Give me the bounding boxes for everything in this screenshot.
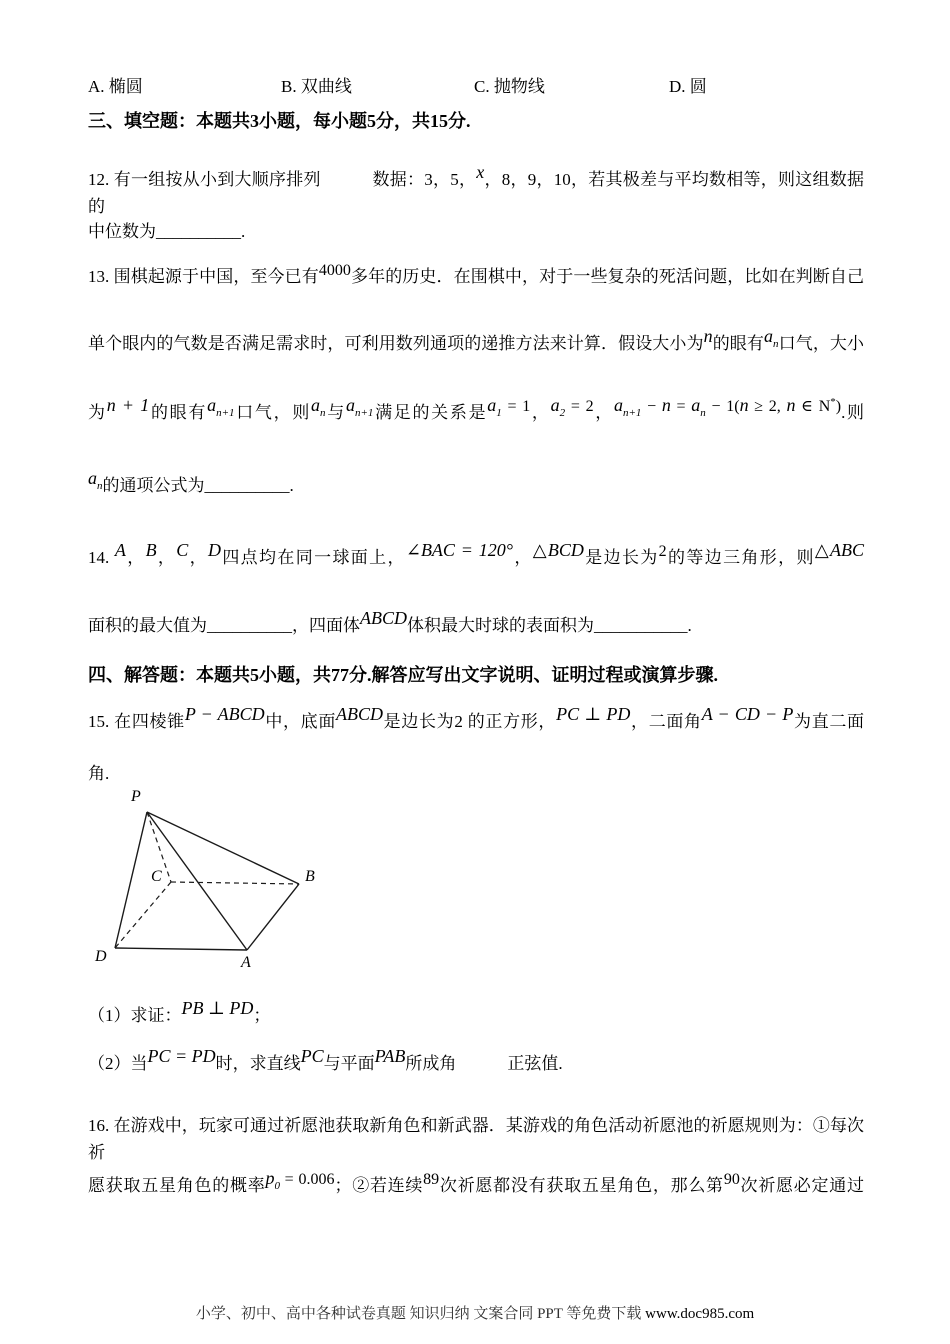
text-segment: a xyxy=(487,395,497,415)
answer-options-row xyxy=(88,0,888,96)
text-segment: a xyxy=(207,395,217,415)
text-segment: 次祈愿都没有获取五星角色，那么第 xyxy=(439,1176,724,1195)
text-segment: 的等边三角形，则 xyxy=(666,548,815,567)
text-segment: n xyxy=(97,480,103,492)
text-segment: 12. 有一组按从小到大顺序排列 数据：3，5， xyxy=(88,170,477,189)
text-segment: 的眼有 xyxy=(149,403,208,422)
text-segment: ；②若连续 xyxy=(334,1176,424,1195)
text-segment: __________ xyxy=(204,476,290,495)
section-3-title: 三、填空题：本题共3小题，每小题5分，共15分. xyxy=(88,111,471,131)
text-segment: 14. xyxy=(88,548,115,567)
text-segment: n xyxy=(661,395,671,415)
vertex-label-c: C xyxy=(151,868,162,885)
text-segment: n+1 xyxy=(622,407,642,419)
option-c: C. 抛物线 xyxy=(474,77,545,96)
text-segment: ，8，9，10，若其极差与平均数相等，则这组数据的 xyxy=(88,170,864,216)
text-segment: 的通项公式为 xyxy=(102,476,205,495)
text-segment: 正弦值. xyxy=(507,1054,563,1073)
section-4-title: 四、解答题：本题共5小题，共77分.解答应写出文字说明、证明过程或演算步骤. xyxy=(88,665,718,685)
text-segment: .则 xyxy=(841,403,865,422)
text-segment: A − CD − P xyxy=(701,704,794,724)
text-segment: ( xyxy=(734,398,740,415)
text-segment: n+1 xyxy=(216,407,235,419)
text-segment: 愿获取五星角色的概率 xyxy=(88,1176,266,1195)
text-segment: n xyxy=(786,395,796,415)
text-segment: ABCD xyxy=(336,704,384,724)
text-segment: 时，求直线 xyxy=(215,1054,301,1073)
text-segment: ，二面角 xyxy=(630,712,702,731)
text-segment: 角. xyxy=(88,764,110,783)
text-segment: 89 xyxy=(423,1171,440,1188)
text-segment: 是边长为2 的正方形， xyxy=(383,712,557,731)
text-segment: D xyxy=(207,540,221,560)
text-segment: 中，底面 xyxy=(264,712,337,731)
question-15-pyramid-figure xyxy=(95,788,345,984)
text-segment: * xyxy=(830,396,836,408)
text-segment: ABCD xyxy=(360,608,407,628)
text-segment: . xyxy=(687,616,692,635)
text-segment: 四点均在同一球面上， xyxy=(220,548,406,567)
vertex-label-d: D xyxy=(95,948,107,965)
text-segment: 为 xyxy=(88,403,107,422)
question-15-line-1 xyxy=(88,704,865,735)
text-segment: ) xyxy=(835,398,842,415)
text-segment: n xyxy=(739,395,749,415)
text-segment: __________ xyxy=(207,616,292,635)
text-segment: 与平面 xyxy=(323,1054,375,1073)
text-segment: ， xyxy=(156,548,177,567)
text-segment: △ABC xyxy=(814,540,865,560)
question-14-line-2 xyxy=(88,608,864,639)
text-segment: PB ⊥ PD xyxy=(181,998,254,1018)
text-segment: x xyxy=(476,162,485,182)
text-segment: PC xyxy=(300,1046,324,1066)
text-segment: ， xyxy=(188,548,208,567)
text-segment: ， xyxy=(125,548,146,567)
text-segment: a xyxy=(88,468,97,488)
text-segment: 90 xyxy=(723,1171,740,1188)
question-13-line-4 xyxy=(88,468,864,502)
text-segment: ___________ xyxy=(594,616,688,635)
text-segment: 所成角 xyxy=(405,1054,508,1073)
text-segment: 面积的最大值为 xyxy=(88,616,207,635)
text-segment: 16. 在游戏中，玩家可通过祈愿池获取新角色和新武器．某游戏的角色活动祈愿池的祈愿规则为：①每次祈 xyxy=(88,1116,864,1162)
text-segment: . xyxy=(289,476,294,495)
text-segment: 口气，则 xyxy=(234,403,312,422)
question-12-line-2 xyxy=(88,218,864,245)
text-segment: n xyxy=(700,407,706,419)
question-12-line-1 xyxy=(88,162,864,220)
vertex-label-p: P xyxy=(131,788,141,805)
text-segment: = 2 xyxy=(565,398,594,415)
text-segment: a xyxy=(311,395,321,415)
text-segment: 1 xyxy=(496,407,502,419)
text-segment: 多年的历史．在围棋中，对于一些复杂的死活问题，比如在判断自己 xyxy=(350,267,865,286)
text-segment: = 1 xyxy=(501,398,531,415)
text-segment: n+1 xyxy=(354,407,374,419)
text-segment: ∠BAC = 120° xyxy=(405,540,513,560)
text-segment: 口气，大小 xyxy=(778,334,865,353)
text-segment: （2）当 xyxy=(88,1054,148,1073)
text-segment: . xyxy=(241,222,246,241)
text-segment: 的眼有 xyxy=(712,334,765,353)
question-13-line-1 xyxy=(88,263,864,291)
text-segment: A xyxy=(114,540,126,560)
text-segment: ， xyxy=(530,403,551,422)
text-segment: 满足的关系是 xyxy=(373,403,488,422)
text-segment: = xyxy=(670,398,692,415)
text-segment: 是边长为 xyxy=(583,548,659,567)
pyramid-diagram xyxy=(95,792,345,984)
text-segment: 13. 围棋起源于中国，至今已有 xyxy=(88,267,319,286)
question-15-part-2 xyxy=(88,1046,864,1077)
text-segment: n xyxy=(320,407,326,419)
text-segment: 15. 在四棱锥 xyxy=(88,712,185,731)
text-segment: n xyxy=(703,326,713,346)
text-segment: − xyxy=(641,398,662,415)
text-segment: ∈ N xyxy=(795,398,831,415)
text-segment: a xyxy=(345,395,355,415)
question-15-line-2 xyxy=(88,760,864,787)
text-segment: ，四面体 xyxy=(292,616,360,635)
text-segment: p xyxy=(265,1168,275,1188)
text-segment: a xyxy=(550,395,560,415)
footer-link[interactable]: www.doc985.com xyxy=(645,1306,755,1322)
text-segment: 0 xyxy=(274,1180,280,1192)
text-segment: P − ABCD xyxy=(184,704,265,724)
text-segment: n + 1 xyxy=(106,395,150,415)
text-segment: = 0.006 xyxy=(279,1171,335,1188)
text-segment: C xyxy=(176,540,189,560)
text-segment: __________ xyxy=(156,222,241,241)
text-segment: 与 xyxy=(325,403,346,422)
question-13-line-3 xyxy=(88,395,865,429)
text-segment: − 1 xyxy=(705,398,735,415)
text-segment: PC = PD xyxy=(147,1046,216,1066)
option-d: D. 圆 xyxy=(669,77,707,96)
text-segment: 2 xyxy=(658,543,667,560)
question-13-line-2 xyxy=(88,326,865,360)
text-segment: a xyxy=(764,326,774,346)
text-segment: 单个眼内的气数是否满足需求时，可利用数列通项的递推方法来计算．假设大小为 xyxy=(88,334,704,353)
text-segment: ≥ 2, xyxy=(748,398,787,415)
text-segment: n xyxy=(773,338,779,350)
text-segment: 4000 xyxy=(318,262,351,279)
text-segment: ； xyxy=(253,1006,271,1025)
text-segment: （1）求证： xyxy=(88,1006,182,1025)
pyramid-solid-edges xyxy=(115,812,299,950)
text-segment: ， xyxy=(593,403,614,422)
option-a: A. 椭圆 xyxy=(88,77,143,96)
vertex-label-a: A xyxy=(241,954,251,971)
text-segment: PC ⊥ PD xyxy=(556,704,631,724)
question-16-line-1 xyxy=(88,1112,864,1166)
text-segment: 体积最大时球的表面积为 xyxy=(407,616,594,635)
question-16-line-2 xyxy=(88,1168,865,1202)
text-segment: a xyxy=(691,395,701,415)
text-segment: ， xyxy=(513,548,533,567)
question-15-part-1 xyxy=(88,998,864,1029)
text-segment: B xyxy=(145,540,157,560)
text-segment: PAB xyxy=(374,1046,406,1066)
text-segment: 为直二面 xyxy=(793,712,865,731)
text-segment: 小学、初中、高中各种试卷真题 知识归纳 文案合同 PPT 等免费下载 xyxy=(195,1306,646,1322)
question-14-line-1 xyxy=(88,540,865,572)
text-segment: 次祈愿必定通过 xyxy=(739,1176,865,1195)
page-footer xyxy=(0,1302,950,1323)
vertex-label-b: B xyxy=(305,868,315,885)
text-segment: a xyxy=(613,395,623,415)
option-b: B. 双曲线 xyxy=(281,77,352,96)
text-segment: 中位数为 xyxy=(88,222,156,241)
text-segment: △BCD xyxy=(532,540,584,560)
text-segment: 2 xyxy=(559,407,566,419)
